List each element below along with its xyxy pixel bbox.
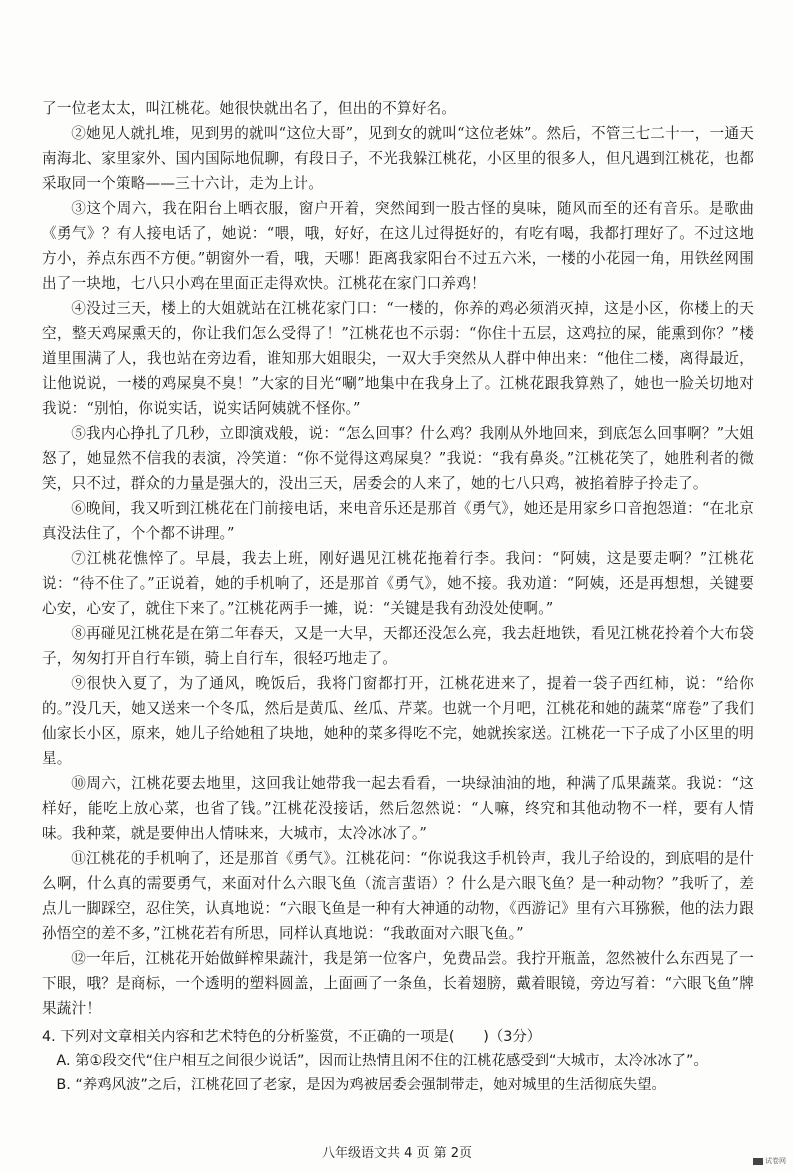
watermark <box>753 1156 786 1166</box>
watermark-icon <box>753 1158 763 1165</box>
passage-paragraph-11: ⑪江桃花的手机响了，还是那首《勇气》。江桃花问：“你说我这手机铃声，我儿子给设的，到底唱的是什么啊，什么真的需要勇气，来面对什么六眼飞鱼（流言蜚语）？什么是六眼飞鱼？是一种动物？”我听了，差点儿一脚踩空，忍住笑，认真地说：“六眼飞鱼是一种有大神通的动物，《西游记》里有六耳猕猴，他的法力跟孙悟空的差不多，”江桃花若有所思，同样认真地说：“我敢面对六眼飞鱼。” <box>42 850 754 942</box>
exam-page <box>42 96 754 1097</box>
passage-paragraph-4: ④没过三天，楼上的大姐就站在江桃花家门口：“一楼的，你养的鸡必须消灭掉，这是小区，你楼上的天空，整天鸡屎熏天的，你让我们怎么受得了！”江桃花也不示弱：“你住十五层，这鸡拉的屎，能熏到你？”楼道里围满了人，我也站在旁边看，谁知那大姐眼尖，一双大手突然从人群中伸出来：“他住二楼，离得最近，让他说说，一楼的鸡屎臭不臭！”大家的目光“唰”地集中在我身上了。江桃花跟我算熟了，她也一脸关切地对我说：“别怕，你说实话，说实话阿姨就不怪你。” <box>42 300 754 417</box>
question-4 <box>42 1025 754 1097</box>
passage-paragraph-12: ⑫一年后，江桃花开始做鲜榨果蔬汁，我是第一位客户，免费品尝。我拧开瓶盖，忽然被什么东西晃了一下眼，哦？是商标，一个透明的塑料圆盖，上面画了一条鱼，长着翅膀，戴着眼镜，旁边写着：“六眼飞鱼”牌果蔬汁！ <box>42 950 754 1017</box>
page-footer: 八年级语文共 4 页 第 2页 <box>321 1146 473 1161</box>
passage-paragraph-9: ⑨很快入夏了，为了通风，晚饭后，我将门窗都打开，江桃花进来了，提着一袋子西红柿，说：“给你的。”没几天，她又送来一个冬瓜，然后是黄瓜、丝瓜、芹菜。也就一个月吧，江桃花和她的蔬菜“席卷”了我们仙家长小区，原来，她儿子给她租了块地，她种的菜多得吃不完，她就挨家送。江桃花一下子成了小区里的明星。 <box>42 675 754 767</box>
passage-paragraph-10: ⑩周六，江桃花要去地里，这回我让她带我一起去看看，一块绿油油的地，种满了瓜果蔬菜。我说：“这样好，能吃上放心菜，也省了钱。”江桃花没接话，然后忽然说：“人嘛，终究和其他动物不一样，要有人情味。我种菜，就是要伸出人情味来，大城市，太冷冰冰了。” <box>42 775 754 842</box>
passage-paragraph-2: ②她见人就扎堆，见到男的就叫“这位大哥”，见到女的就叫“这位老妹”。然后，不管三七二十一，一通天南海北、家里家外、国内国际地侃聊，有段日子，不光我躲江桃花，小区里的很多人，但凡遇到江桃花，也都采取同一个策略——三十六计，走为上计。 <box>42 125 754 192</box>
question-stem: 4. 下列对文章相关内容和艺术特色的分析鉴赏，不正确的一项是( )（3分） <box>42 1029 542 1045</box>
option-b: B. “养鸡风波”之后，江桃花回了老家，是因为鸡被居委会强制带走，她对城里的生活彻底失望。 <box>56 1077 666 1093</box>
passage-paragraph-5: ⑤我内心挣扎了几秒，立即演戏般，说：“怎么回事？什么鸡？我刚从外地回来，到底怎么回事啊？”大姐怒了，她显然不信我的表演，冷笑道：“你不觉得这鸡屎臭？”我说：“我有鼻炎。”江桃花笑了，她胜利者的微笑，只不过，群众的力量是强大的，没出三天，居委会的人来了，她的七八只鸡，被掐着脖子拎走了。 <box>42 425 754 492</box>
passage-paragraph-7: ⑦江桃花憔悴了。早晨，我去上班，刚好遇见江桃花拖着行李。我问：“阿姨，这是要走啊？”江桃花说：“待不住了。”正说着，她的手机响了，还是那首《勇气》，她不接。我劝道：“阿姨，还是再想想，关键要心安，心安了，就住下来了。”江桃花两手一摊，说：“关键是我有劲没处使啊。” <box>42 550 754 617</box>
watermark-text: 试卷网 <box>765 1157 786 1165</box>
passage-paragraph-8: ⑧再碰见江桃花是在第二年春天，又是一大早，天都还没怎么亮，我去赶地铁，看见江桃花拎着个大布袋子，匆匆打开自行车锁，骑上自行车，很轻巧地走了。 <box>42 625 754 667</box>
passage-paragraph-3: ③这个周六，我在阳台上晒衣服，窗户开着，突然闻到一股古怪的臭味，随风而至的还有音乐。是歌曲《勇气》？有人接电话了，她说：“喂，哦，好好，在这儿过得挺好的，有吃有喝，我都打理好了。不过这地方小，养点东西不方便。”朝窗外一看，哦，天哪！距离我家阳台不过五六米，一楼的小花园一角，用铁丝网围出了一块地，七八只小鸡在里面正走得欢快。江桃花在家门口养鸡！ <box>42 200 754 292</box>
option-a: A. 第①段交代“住户相互之间很少说话”，因而让热情且闲不住的江桃花感受到“大城市，太冷冰冰了”。 <box>56 1053 708 1069</box>
passage-paragraph-6: ⑥晚间，我又听到江桃花在门前接电话，来电音乐还是那首《勇气》，她还是用家乡口音抱怨道：“在北京真没法住了，个个都不讲理。” <box>42 500 754 542</box>
passage-paragraph-1: 了一位老太太，叫江桃花。她很快就出名了，但出的不算好名。 <box>42 100 457 117</box>
